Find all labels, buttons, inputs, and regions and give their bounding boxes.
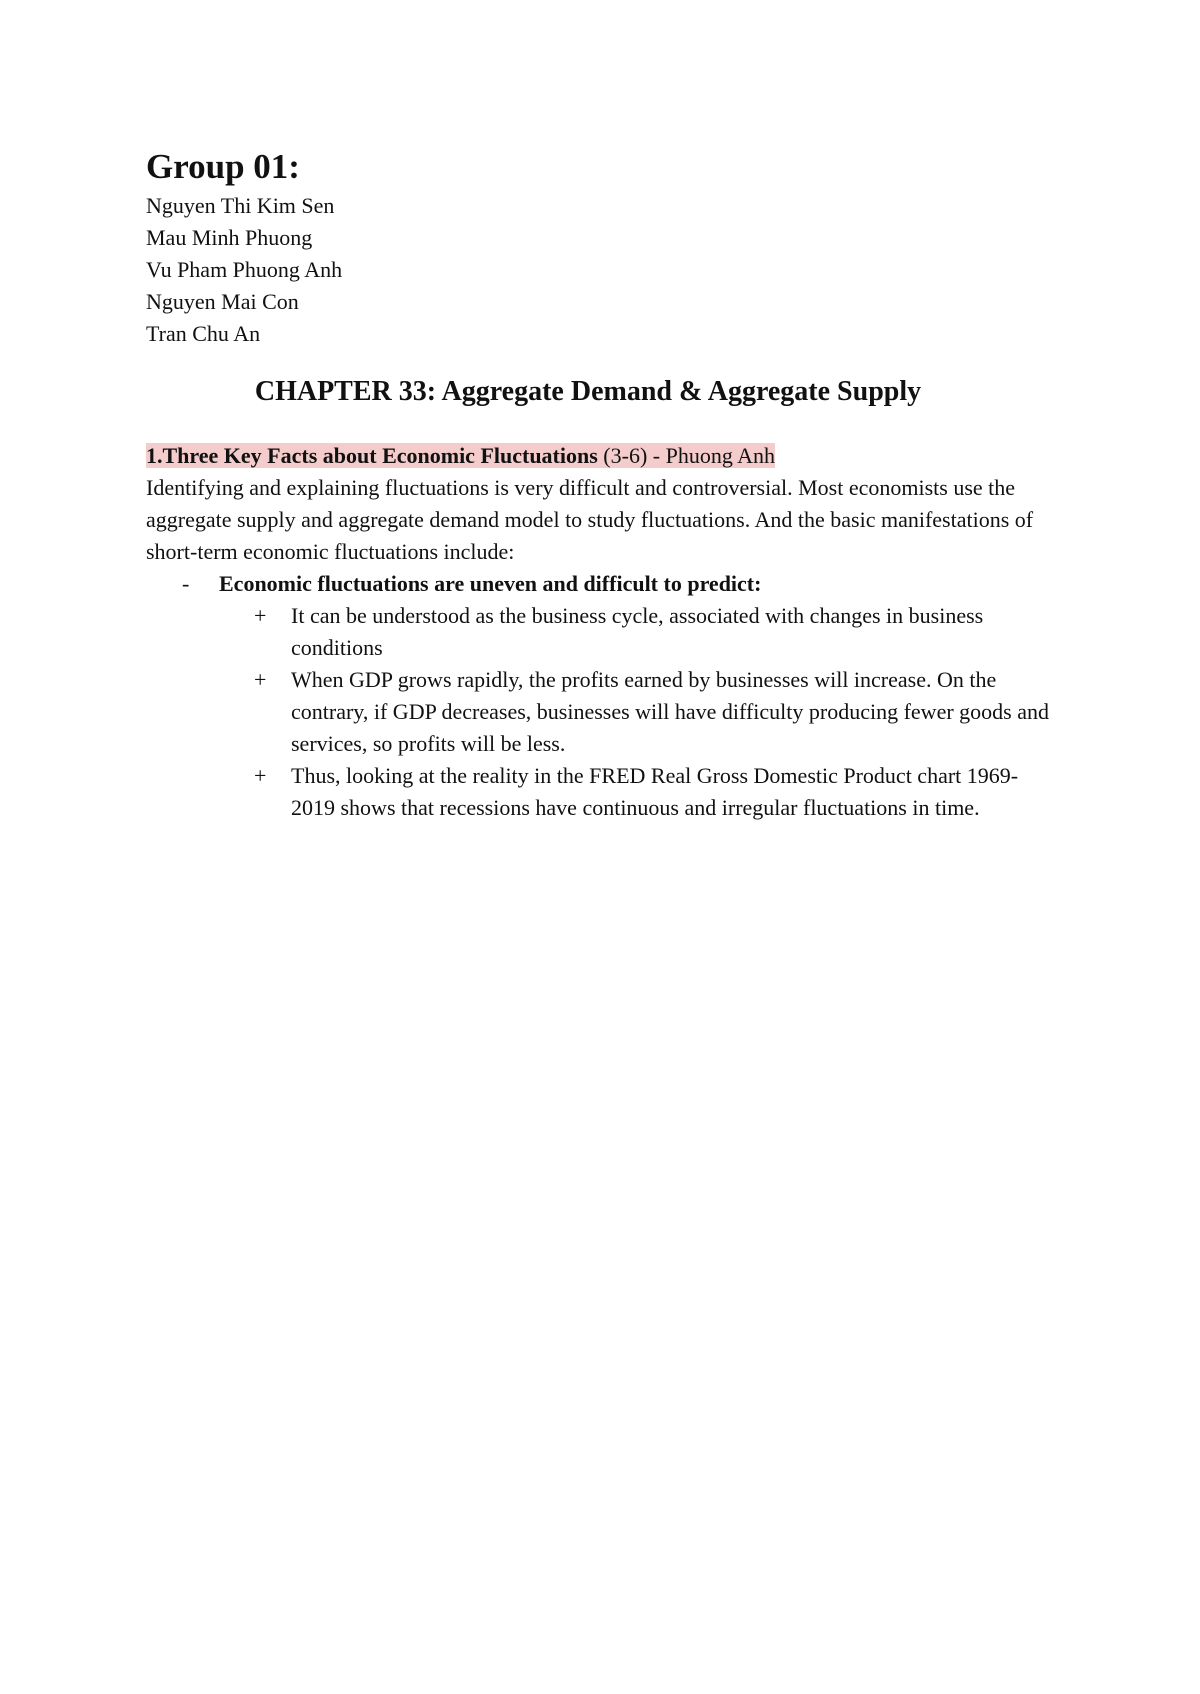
dash-bullet-marker: - — [182, 571, 190, 596]
bullet-item — [146, 568, 1066, 600]
member-name: Vu Pham Phuong Anh — [146, 257, 343, 282]
sub-bullet-text: When GDP grows rapidly, the profits earned by businesses will increase. On the contrary, if GDP decreases, businesses will have difficulty producing fewer goods and services, so profits will be less. — [291, 667, 1049, 756]
group-heading: Group 01: — [146, 147, 300, 186]
sub-bullet-text: It can be understood as the business cycle, associated with changes in business conditions — [291, 603, 984, 660]
member-name: Nguyen Mai Con — [146, 289, 299, 314]
member-name: Tran Chu An — [146, 321, 261, 346]
section-heading-title: 1.Three Key Facts about Economic Fluctuations — [146, 443, 598, 468]
plus-bullet-marker: + — [254, 763, 267, 788]
bullet-text: Economic fluctuations are uneven and difficult to predict: — [219, 571, 762, 596]
plus-bullet-marker: + — [254, 667, 267, 692]
section-heading-highlight — [146, 443, 775, 468]
sub-bullet-item — [146, 600, 1056, 664]
section-heading-meta: (3-6) - Phuong Anh — [597, 443, 776, 468]
section-intro-paragraph: Identifying and explaining fluctuations is very difficult and controversial. Most economists use the aggregate supply and aggregate demand model to study fluctuations. And the basic manifestations of short-term economic fluctuations include: — [146, 475, 1034, 564]
member-name: Nguyen Thi Kim Sen — [146, 193, 335, 218]
plus-bullet-marker: + — [254, 603, 267, 628]
sub-bullet-text: Thus, looking at the reality in the FRED Real Gross Domestic Product chart 1969-2019 shows that recessions have continuous and irregular fluctuations in time. — [291, 763, 1019, 820]
member-name: Mau Minh Phuong — [146, 225, 313, 250]
sub-bullet-item — [146, 664, 1056, 760]
document-content — [146, 146, 1066, 824]
chapter-title: CHAPTER 33: Aggregate Demand & Aggregate Supply — [254, 376, 922, 407]
member-list — [146, 190, 1066, 350]
section-heading — [146, 440, 1066, 472]
sub-bullet-item — [146, 760, 1056, 824]
